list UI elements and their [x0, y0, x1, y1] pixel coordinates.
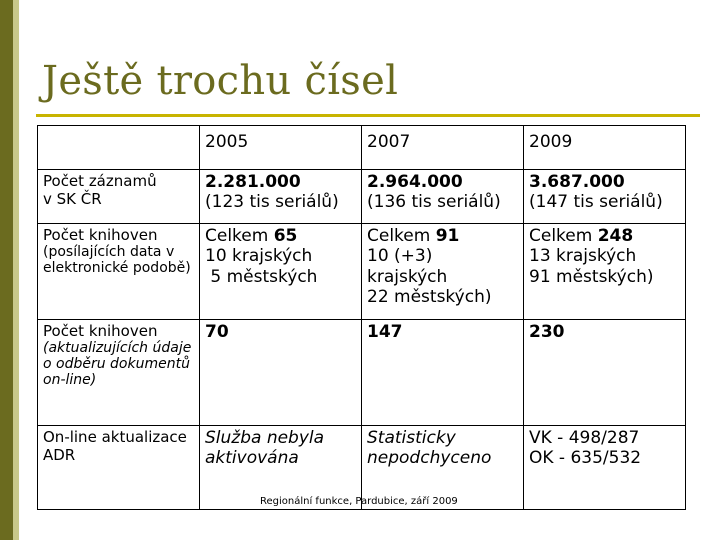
header-cell-2009: 2009 — [524, 126, 686, 170]
table-row-records — [38, 170, 686, 224]
cell-records-2005: 2.281.000 (123 tis seriálů) — [200, 170, 362, 224]
slide-footer: Regionální funkce, Pardubice, září 2009 — [260, 496, 458, 507]
cell-libraries-sending-2009: Celkem 248 13 krajských 91 městských) — [524, 224, 686, 320]
side-bar-dark — [0, 0, 13, 540]
stats-table — [37, 125, 686, 510]
table-row-libraries-sending — [38, 224, 686, 320]
row-label-online-adr: On-line aktualizace ADR — [38, 426, 200, 510]
table-header-row — [38, 126, 686, 170]
header-cell-2007: 2007 — [362, 126, 524, 170]
slide-title: Ještě trochu čísel — [42, 58, 399, 104]
side-bar-light — [13, 0, 19, 540]
cell-libraries-updating-2009: 230 — [524, 320, 686, 426]
row-label-records: Počet záznamů v SK ČR — [38, 170, 200, 224]
cell-libraries-sending-2007: Celkem 91 10 (+3) krajských 22 městských) — [362, 224, 524, 320]
cell-libraries-updating-2007: 147 — [362, 320, 524, 426]
cell-libraries-sending-2005: Celkem 65 10 krajských 5 městských — [200, 224, 362, 320]
header-cell-2005: 2005 — [200, 126, 362, 170]
cell-online-adr-2005: Služba nebyla aktivována — [200, 426, 362, 510]
header-cell-empty — [38, 126, 200, 170]
row-label-libraries-updating: Počet knihoven (aktualizujících údaje o odběru dokumentů on-line) — [38, 320, 200, 426]
cell-libraries-updating-2005: 70 — [200, 320, 362, 426]
cell-online-adr-2009: VK - 498/287 OK - 635/532 — [524, 426, 686, 510]
table-row-libraries-updating — [38, 320, 686, 426]
cell-records-2009: 3.687.000 (147 tis seriálů) — [524, 170, 686, 224]
cell-records-2007: 2.964.000 (136 tis seriálů) — [362, 170, 524, 224]
cell-online-adr-2007: Statisticky nepodchyceno — [362, 426, 524, 510]
row-label-libraries-sending: Počet knihoven (posílajících data v elektronické podobě) — [38, 224, 200, 320]
title-underline — [36, 114, 700, 117]
